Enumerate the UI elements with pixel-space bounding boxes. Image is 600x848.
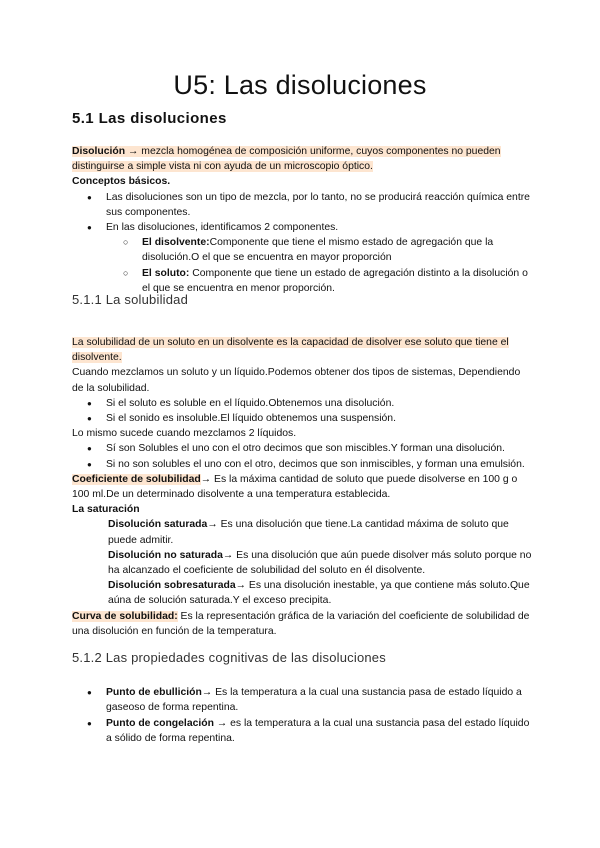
list-item: ● Si el soluto es soluble en el líquido.Obtenemos una disolución. bbox=[106, 396, 532, 411]
liquids-list bbox=[72, 441, 532, 471]
list-item: ● Punto de congelación → es la temperatura a la cual una sustancia pasa del estado líquido a sólido de forma repentina. bbox=[106, 716, 532, 746]
list-item: ● Si el sonido es insoluble.El líquido obtenemos una suspensión. bbox=[106, 411, 532, 426]
list-item: ● Punto de ebullición→ Es la temperatura a la cual una sustancia pasa de estado líquido a gaseoso de forma repentina. bbox=[106, 685, 532, 715]
concepts-list bbox=[72, 190, 532, 296]
list-item: ● Si no son solubles el uno con el otro, decimos que son inmiscibles, y forman una emulsión. bbox=[106, 457, 532, 472]
coefficient-term: Coeficiente de solubilidad bbox=[72, 473, 201, 485]
list-item: ● Las disoluciones son un tipo de mezcla, por lo tanto, no se producirá reacción química entre sus componentes. bbox=[106, 190, 532, 220]
saturation-item: Disolución sobresaturada→ Es una disolución inestable, ya que contiene más soluto.Que aúna de solución saturada.Y el exceso precipita. bbox=[108, 580, 530, 607]
liquids-intro: Lo mismo sucede cuando mezclamos 2 líquidos. bbox=[72, 428, 297, 440]
sub-term: El disolvente: bbox=[142, 237, 210, 249]
coefficient-paragraph: Coeficiente de solubilidad→ Es la máxima cantidad de soluto que puede disolverse en 100 g o 100 ml.De un determinado disolvente a una temperatura establecida. bbox=[72, 473, 518, 501]
saturation-block bbox=[72, 517, 532, 608]
list-item: ○ El soluto: Componente que tiene un estado de agregación distinto a la disolución o el que se encuentra en menor proporción. bbox=[142, 266, 532, 296]
curve-paragraph: Curva de solubilidad: Es la representación gráfica de la variación del coeficiente de solubilidad de una disolución en función de la temperatura. bbox=[72, 610, 530, 637]
definition-paragraph bbox=[72, 144, 532, 174]
systems-list bbox=[72, 396, 532, 426]
section-heading-5-1-2: 5.1.2 Las propiedades cognitivas de las disoluciones bbox=[72, 650, 386, 665]
saturation-item: Disolución saturada→ Es una disolución que tiene.La cantidad máxima de soluto que puede admitir. bbox=[108, 519, 509, 546]
solubility-definition: La solubilidad de un soluto en un disolvente es la capacidad de disolver ese soluto que tiene el disolvente. bbox=[72, 337, 509, 364]
section-heading-5-1-1: 5.1.1 La solubilidad bbox=[72, 292, 189, 307]
section-heading-5-1: 5.1 Las disoluciones bbox=[72, 110, 227, 127]
saturation-heading: La saturación bbox=[72, 504, 140, 516]
saturation-item: Disolución no saturada→ Es una disolución que aún puede disolver más soluto porque no ha alcanzado el coeficiente de solubilidad del soluto en él disolvente. bbox=[108, 549, 532, 577]
sub-term: El soluto: bbox=[142, 267, 190, 279]
list-item: ● En las disoluciones, identificamos 2 componentes. ○ El disolvente:Componente que tiene el mismo estado de agregación que la disolución.O el que se encuentra en mayor proporción ○ El soluto: Componente que tiene un estado de agregación distinto a la disolución o el que se encuentra en menor proporción. bbox=[106, 220, 532, 296]
components-sublist bbox=[106, 235, 532, 296]
properties-list bbox=[72, 685, 532, 746]
definition-highlight bbox=[72, 146, 501, 172]
definition-text: → mezcla homogénea de composición uniforme, cuyos componentes no pueden distinguirse a simple vista ni con ayuda de un microscopio óptico. bbox=[72, 146, 501, 173]
concepts-heading: Conceptos básicos. bbox=[72, 176, 171, 188]
list-item: ○ El disolvente:Componente que tiene el mismo estado de agregación que la disolución.O el que se encuentra en mayor proporción bbox=[142, 235, 532, 265]
curve-term: Curva de solubilidad: bbox=[72, 610, 178, 622]
definition-term: Disolución bbox=[72, 146, 126, 157]
document-title: U5: Las disoluciones bbox=[173, 70, 427, 100]
solubility-intro: Cuando mezclamos un soluto y un líquido.Podemos obtener dos tipos de sistemas, Dependiendo de la solubilidad. bbox=[72, 367, 521, 394]
list-item: ● Sí son Solubles el uno con el otro decimos que son miscibles.Y forman una disolución. bbox=[106, 441, 532, 456]
